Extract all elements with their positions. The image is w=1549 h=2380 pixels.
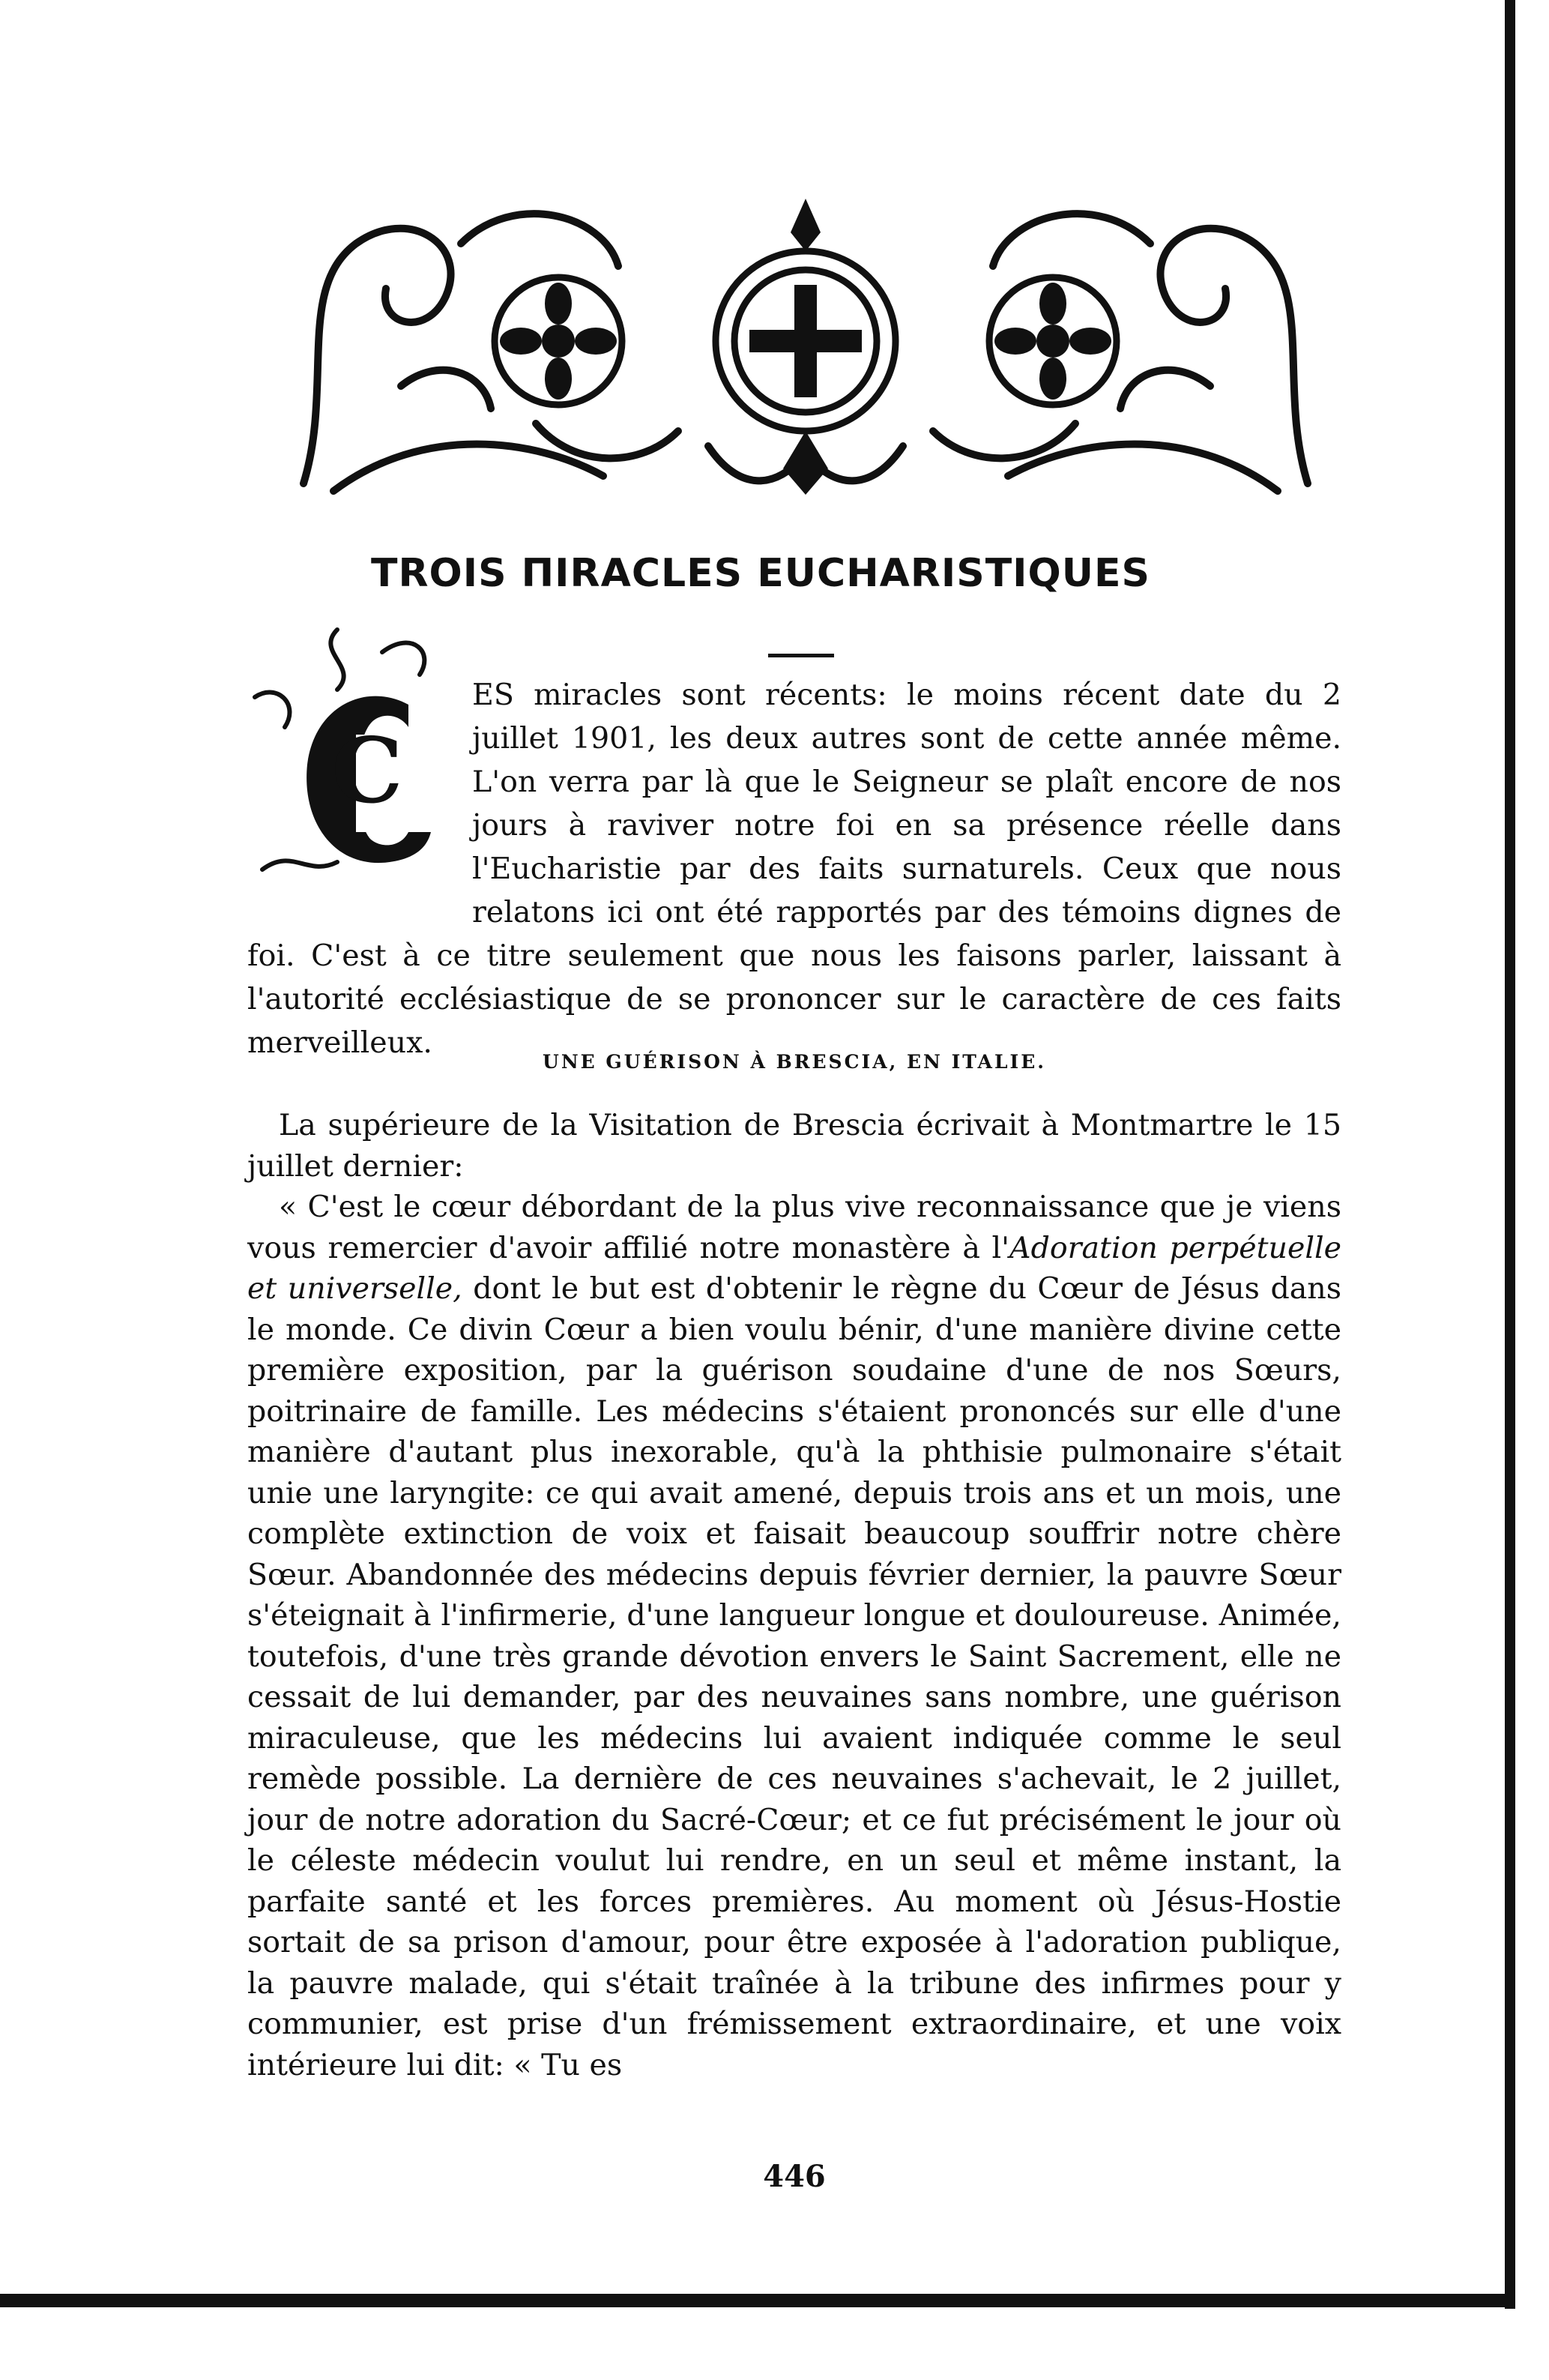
floral-headpiece-icon xyxy=(289,199,1323,498)
letter-italic-phrase: Adoration perpétuelle et universelle, xyxy=(247,1230,1341,1306)
intro-text: ES miracles sont récents: le moins récent date du 2 juillet 1901, les deux autres sont de cette année même. L'on verra par là que le Seigneur se plaît encore de nos jours à raviver notre foi en sa présence réelle dans l'Eucharistie par des faits surnaturels. Ceux que nous relatons ici ont été rapportés par des témoins dignes de foi. C'est à ce titre seulement que nous les faisons parler, laissant à l'autorité ecclésiastique de se prononcer sur le caractère de ces faits merveilleux. xyxy=(247,678,1341,1060)
title-divider xyxy=(768,654,834,657)
letter-intro: La supérieure de la Visitation de Brescia écrivait à Montmartre le 15 juillet dernier: xyxy=(247,1108,1341,1184)
letter-text-start: « C'est le cœur débordant de la plus vive reconnaissance que je viens vous remercier d'avoir affilié notre monastère à l' xyxy=(247,1190,1341,1265)
section-heading: UNE GUÉRISON À BRESCIA, EN ITALIE. xyxy=(543,1051,1046,1073)
page-edge-right xyxy=(1505,0,1515,2309)
dropcap-spacer xyxy=(247,673,472,928)
svg-text:C: C xyxy=(331,718,403,824)
page-edge-bottom xyxy=(0,2294,1515,2307)
letter-paragraph xyxy=(247,1187,1341,2085)
letter-text-rest: dont le but est d'obtenir le règne du Cœur de Jésus dans le monde. Ce divin Cœur a bien voulu bénir, d'une manière divine cette première exposition, par la guérison soudaine d'une de nos Sœurs, poitrinaire de famille. Les médecins s'étaient prononcés sur elle d'une manière d'autant plus inexorable, qu'à la phthisie pulmonaire s'était unie une laryngite: ce qui avait amené, depuis trois ans et un mois, une complète extinction de voix et faisait beaucoup souffrir notre chère Sœur. Abandonnée des médecins depuis février dernier, la pauvre Sœur s'éteignait à l'infirmerie, d'une langueur longue et douloureuse. Animée, toutefois, d'une très grande dévotion envers le Saint Sacrement, elle ne cessait de lui demander, par des neuvaines sans nombre, une guérison miraculeuse, que les médecins lui avaient indiquée comme le seul remède possible. La dernière de ces neuvaines s'achevait, le 2 juillet, jour de notre adoration du Sacré-Cœur; et ce fut précisément le jour où le céleste médecin voulut lui rendre, en un seul et même instant, la parfaite santé et les forces premières. Au moment où Jésus-Hostie sortait de sa prison d'amour, pour être exposée à l'adoration publique, la pauvre malade, qui s'était traînée à la tribune des infirmes pour y communier, est prise d'un frémissement extraordinaire, et une voix intérieure lui dit: « Tu es xyxy=(247,1271,1341,2082)
page-number: 446 xyxy=(763,2159,826,2194)
letter-body xyxy=(247,1105,1341,2085)
intro-paragraph xyxy=(247,673,1341,1064)
article-title: TROIS ΠIRACLES EUCHARISTIQUES xyxy=(371,551,1150,596)
